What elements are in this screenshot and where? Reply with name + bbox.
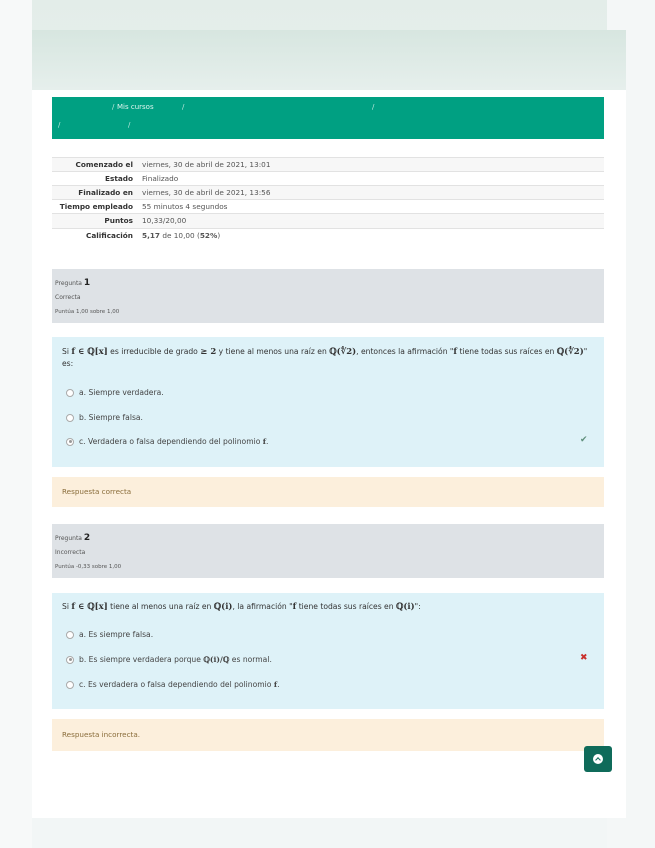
summary-value: 10,33/20,00 [139, 214, 604, 228]
summary-row [52, 158, 604, 172]
answer-option-b[interactable] [66, 413, 143, 422]
radio-button[interactable] [66, 414, 74, 422]
option-label: a. Es siempre falsa. [79, 630, 154, 639]
radio-button[interactable] [66, 389, 74, 397]
back-to-top-button[interactable] [584, 746, 612, 772]
question-formulation-2 [52, 593, 604, 709]
summary-row [52, 186, 604, 200]
answer-option-c[interactable] [66, 680, 280, 689]
question-info-2 [52, 524, 604, 578]
radio-button[interactable] [66, 681, 74, 689]
summary-label: Tiempo empleado [52, 200, 139, 214]
correct-check-icon: ✔ [580, 435, 588, 445]
feedback-1 [52, 477, 604, 507]
question-number-value: 2 [83, 533, 91, 543]
question-number [55, 533, 90, 543]
radio-button-selected[interactable] [66, 656, 74, 664]
summary-row [52, 228, 604, 242]
breadcrumb-mis-cursos[interactable]: Mis cursos [117, 103, 154, 111]
answer-option-c[interactable] [66, 437, 268, 446]
option-label: a. Siempre verdadera. [79, 388, 164, 397]
summary-label: Comenzado el [52, 158, 139, 172]
answer-option-a[interactable] [66, 630, 153, 639]
incorrect-cross-icon: ✖ [580, 653, 588, 663]
breadcrumb-separator: / [182, 103, 185, 111]
summary-row [52, 214, 604, 228]
grade-close: ) [217, 230, 221, 240]
question-prefix: Pregunta [55, 280, 82, 287]
grade-percent: 52% [199, 230, 218, 240]
radio-button-selected[interactable] [66, 438, 74, 446]
question-prefix: Pregunta [55, 535, 82, 542]
grade-scale: de 10,00 ( [162, 230, 200, 240]
summary-value: viernes, 30 de abril de 2021, 13:56 [139, 186, 604, 200]
question-info-1 [52, 269, 604, 323]
feedback-2 [52, 719, 604, 751]
option-label: c. Es verdadera o falsa dependiendo del polinomio f. [79, 680, 280, 689]
breadcrumb-separator: / [372, 103, 375, 111]
summary-value [139, 228, 604, 242]
summary-value: 55 minutos 4 segundos [139, 200, 604, 214]
breadcrumb-separator: / [128, 121, 131, 129]
header-background [32, 30, 626, 90]
summary-label: Finalizado en [52, 186, 139, 200]
breadcrumb-separator: / [112, 103, 115, 111]
arrow-up-icon [593, 754, 603, 764]
question-formulation-1 [52, 337, 604, 467]
feedback-text: Respuesta correcta [62, 487, 132, 496]
option-label: b. Siempre falsa. [79, 413, 143, 422]
question-number [55, 278, 90, 288]
question-score: Puntúa -0,33 sobre 1,00 [55, 564, 122, 570]
left-margin [0, 0, 32, 848]
question-text: Si f ∈ ℚ[x] tiene al menos una raíz en ℚ(i), la afirmación "f tiene todas sus raíces en ℚ(i)": [62, 602, 421, 612]
course-header-banner [52, 97, 604, 139]
radio-button[interactable] [66, 631, 74, 639]
question-text: Si f ∈ ℚ[x] es irreducible de grado ≥ 2 y tiene al menos una raíz en ℚ(∜2), entonces la afirmación "f tiene todas sus raíces en ℚ(∜2)" es: [62, 347, 588, 368]
breadcrumb-separator: / [58, 121, 61, 129]
summary-row [52, 200, 604, 214]
question-number-value: 1 [83, 278, 91, 288]
attempt-summary-table [52, 157, 604, 242]
answer-option-b[interactable] [66, 655, 272, 664]
summary-label: Puntos [52, 214, 139, 228]
feedback-text: Respuesta incorrecta. [62, 730, 141, 739]
summary-label: Calificación [52, 228, 139, 242]
summary-value: viernes, 30 de abril de 2021, 13:01 [139, 158, 604, 172]
question-score: Puntúa 1,00 sobre 1,00 [55, 309, 120, 315]
grade-value: 5,17 [142, 230, 161, 240]
option-label: b. Es siempre verdadera porque ℚ(i)/ℚ es normal. [79, 655, 272, 664]
summary-value: Finalizado [139, 172, 604, 186]
question-status: Incorrecta [55, 549, 86, 556]
summary-label: Estado [52, 172, 139, 186]
summary-row [52, 172, 604, 186]
answer-option-a[interactable] [66, 388, 164, 397]
option-label: c. Verdadera o falsa dependiendo del polinomio f. [79, 437, 269, 446]
question-status: Correcta [55, 294, 81, 301]
